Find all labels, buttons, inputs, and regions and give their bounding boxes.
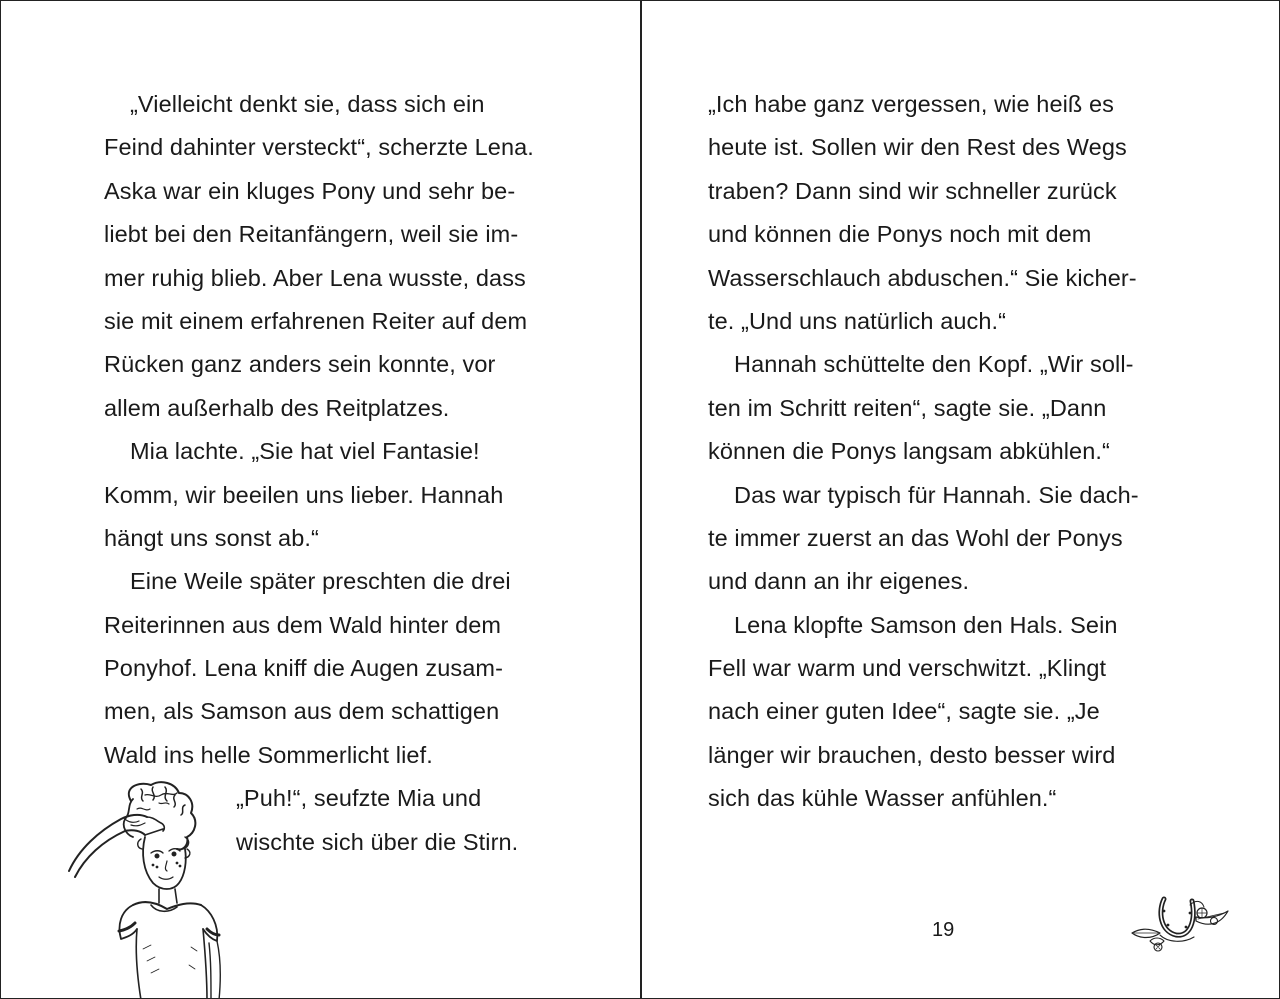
text-line: te immer zuerst an das Wohl der Ponys bbox=[708, 524, 1123, 551]
text-line: sich das kühle Wasser anfühlen.“ bbox=[708, 785, 1057, 812]
text-line: traben? Dann sind wir schneller zurück bbox=[708, 177, 1117, 204]
text-line: Mia lachte. „Sie hat viel Fantasie! bbox=[130, 438, 480, 465]
text-line: hängt uns sonst ab.“ bbox=[104, 524, 319, 551]
left-page-text bbox=[104, 83, 584, 864]
text-line: liebt bei den Reitanfängern, weil sie im- bbox=[104, 221, 519, 248]
text-line: und können die Ponys noch mit dem bbox=[708, 221, 1092, 248]
text-line: Aska war ein kluges Pony und sehr be- bbox=[104, 177, 516, 204]
right-page bbox=[642, 1, 1280, 999]
text-line: ten im Schritt reiten“, sagte sie. „Dann bbox=[708, 394, 1107, 421]
text-line: Komm, wir beeilen uns lieber. Hannah bbox=[104, 481, 504, 508]
page-number: 19 bbox=[932, 919, 955, 941]
text-line: „Vielleicht denkt sie, dass sich ein bbox=[130, 91, 485, 117]
text-line: Lena klopfte Samson den Hals. Sein bbox=[734, 611, 1118, 638]
text-line: Reiterinnen aus dem Wald hinter dem bbox=[104, 611, 502, 638]
girl-shading-eyes-sketch bbox=[61, 779, 236, 999]
text-line: können die Ponys langsam abkühlen.“ bbox=[708, 438, 1110, 465]
text-line: Wald ins helle Sommerlicht lief. bbox=[104, 741, 433, 768]
text-line: nach einer guten Idee“, sagte sie. „Je bbox=[708, 698, 1100, 725]
text-line: sie mit einem erfahrenen Reiter auf dem bbox=[104, 307, 528, 334]
text-line: und dann an ihr eigenes. bbox=[708, 568, 970, 595]
text-line: Eine Weile später preschten die drei bbox=[130, 568, 511, 595]
text-line: „Puh!“, seufzte Mia und bbox=[236, 785, 482, 812]
text-line: „Ich habe ganz vergessen, wie heiß es bbox=[708, 91, 1115, 117]
text-line: Das war typisch für Hannah. Sie dach- bbox=[734, 481, 1139, 508]
text-line: heute ist. Sollen wir den Rest des Wegs bbox=[708, 134, 1127, 161]
text-line: wischte sich über die Stirn. bbox=[236, 828, 519, 855]
text-line: länger wir brauchen, desto besser wird bbox=[708, 741, 1116, 768]
text-line: mer ruhig blieb. Aber Lena wusste, dass bbox=[104, 264, 526, 291]
text-line: Ponyhof. Lena kniff die Augen zusam- bbox=[104, 655, 504, 682]
text-line: Fell war warm und verschwitzt. „Klingt bbox=[708, 655, 1107, 682]
text-line: men, als Samson aus dem schattigen bbox=[104, 698, 500, 725]
left-page bbox=[1, 1, 640, 999]
text-line: Wasserschlauch abduschen.“ Sie kicher- bbox=[708, 264, 1137, 291]
text-line: te. „Und uns natürlich auch.“ bbox=[708, 307, 1007, 334]
right-page-text bbox=[708, 83, 1208, 821]
text-line: Rücken ganz anders sein konnte, vor bbox=[104, 351, 496, 378]
text-line: Feind dahinter versteckt“, scherzte Lena. bbox=[104, 134, 534, 161]
text-line: Hannah schüttelte den Kopf. „Wir soll- bbox=[734, 351, 1134, 378]
horseshoe-with-flowers-icon bbox=[1128, 891, 1230, 955]
text-line: allem außerhalb des Reitplatzes. bbox=[104, 394, 450, 421]
